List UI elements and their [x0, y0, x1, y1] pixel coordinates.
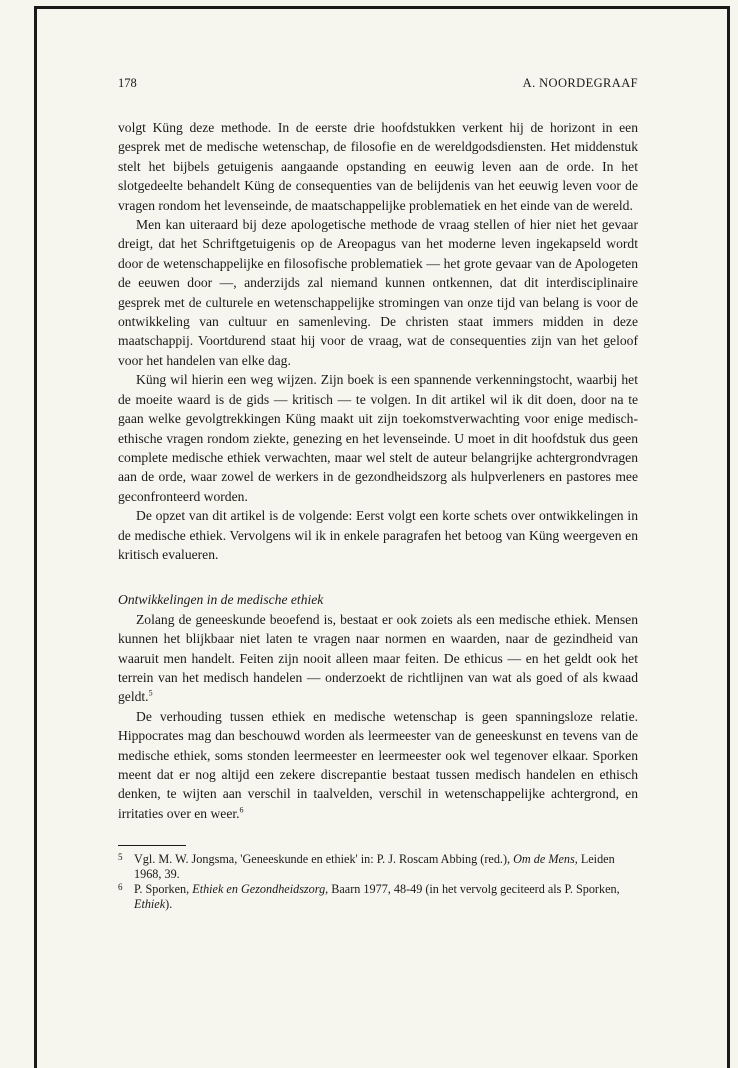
footnote-5 — [118, 852, 638, 882]
running-author: A. NOORDEGRAAF — [522, 76, 638, 90]
section-paragraph-1-text: Zolang de geneeskunde beoefend is, bestaat er ook zoiets als een medische ethiek. Mensen kunnen het blijkbaar niet laten te vragen naar normen en waarden, naar de gezindheid van waaruit men handelt. Feiten zijn nooit alleen maar feiten. De ethicus — en het geldt ook het terrein van het medisch handelen — onderzoekt de richtlijnen van wat als goed of als kwaad geldt. — [118, 611, 638, 705]
scan-border-left — [34, 6, 37, 1068]
footnote-divider — [118, 845, 186, 846]
section-paragraph-1 — [118, 610, 638, 707]
paragraph-2: Men kan uiteraard bij deze apologetische methode de vraag stellen of hier niet het gevaar dreigt, dat het Schriftgetuigenis op de Areopagus van het moderne leven ingekapseld wordt door de wetenschappelijke en filosofische problematiek — het grote gevaar van de Apologeten de eeuwen door —, anderzijds zal niemand kunnen ontkennen, dat dit interdisciplinaire gesprek met de culturele en wetenschappelijke stromingen van onze tijd van belang is voor de ontwikkeling van cultuur en samenleving. De christen staat immers midden in deze maatschappij. Voortdurend staat hij voor de vraag, wat de consequenties zijn van het geloof voor het handelen van elke dag. — [118, 217, 638, 368]
footnote-text: P. Sporken, — [134, 882, 193, 897]
paragraph-3: Küng wil hierin een weg wijzen. Zijn boek is een spannende verkenningstocht, waarbij het de moeite waard is de gids — kritisch — te volgen. In dit artikel wil ik dit doen, door na te gaan welke gevolgtrekkingen Küng maakt uit zijn toekomstverwachting voor enige medisch-ethische vragen rondom ziekte, genezing en het levenseinde. U moet in dit hoofdstuk dus geen complete medische ethiek verwachten, maar wel stelt de auteur belangrijke achtergrondvragen aan de orde, waar zowel de werkers in de gezondheidszorg als hulpverleners en pastores mee geconfronteerd worden. — [118, 372, 638, 504]
footnote-text: Vgl. M. W. Jongsma, 'Geneeskunde en ethiek' in: P. J. Roscam Abbing (red.), — [134, 852, 514, 867]
footnote-book-title: Om de Mens — [513, 852, 575, 867]
page-number: 178 — [118, 76, 137, 90]
footnote-text: , Baarn 1977, 48-49 (in het vervolg geciteerd als P. Sporken, — [325, 882, 620, 897]
footnote-text: , Leiden 1968, 39. — [134, 852, 615, 882]
page-content — [118, 74, 638, 912]
section-paragraph-2-text: De verhouding tussen ethiek en medische wetenschap is geen spanningsloze relatie. Hippocrates mag dan beschouwd worden als leermeester van de geneeskunst en tevens van de medische ethiek, soms stonden leermeester en leermeester ook wel tegenover elkaar. Sporken meent dat er nog altijd een zekere discrepantie bestaat tussen medisch handelen en ethisch denken, te wijten aan verschil in taalvelden, verschil in wetenschappelijke achtergrond, en irritaties over en weer. — [118, 708, 638, 821]
paragraph-1: volgt Küng deze methode. In de eerste drie hoofdstukken verkent hij de horizont in een gesprek met de medische wetenschap, de filosofie en de wereldgodsdiensten. Het middenstuk stelt het bijbels getuigenis aangaande opstanding en eeuwig leven aan de orde. In het slotgedeelte behandelt Küng de consequenties van de belijdenis van het eeuwig leven voor de vragen rondom het levenseinde, de maatschappelijke problematiek en het einde van de wereld. — [118, 120, 638, 213]
running-header — [118, 74, 638, 118]
paragraph-4: De opzet van dit artikel is de volgende: Eerst volgt een korte schets over ontwikkelingen in de medische ethiek. Vervolgens wil ik in enkele paragrafen het betoog van Küng weergeven en kritisch evalueren. — [118, 508, 638, 562]
footnote-body — [134, 852, 638, 882]
footnotes — [118, 852, 638, 912]
footnote-text: ). — [165, 897, 173, 912]
footnote-short-title: Ethiek — [134, 897, 166, 912]
scan-border-top — [34, 6, 730, 9]
footnote-book-title: Ethiek en Gezondheidszorg — [192, 882, 326, 897]
footnote-body — [134, 882, 638, 912]
section-paragraph-2 — [118, 707, 638, 823]
section-heading: Ontwikkelingen in de medische ethiek — [118, 592, 324, 608]
footnote-mark: 5 — [118, 852, 123, 863]
footnote-6 — [118, 882, 638, 912]
scan-border-right — [727, 6, 730, 1068]
footnote-ref-5[interactable]: 5 — [148, 688, 153, 698]
footnote-mark: 6 — [118, 882, 123, 893]
footnote-ref-6[interactable]: 6 — [239, 805, 244, 815]
